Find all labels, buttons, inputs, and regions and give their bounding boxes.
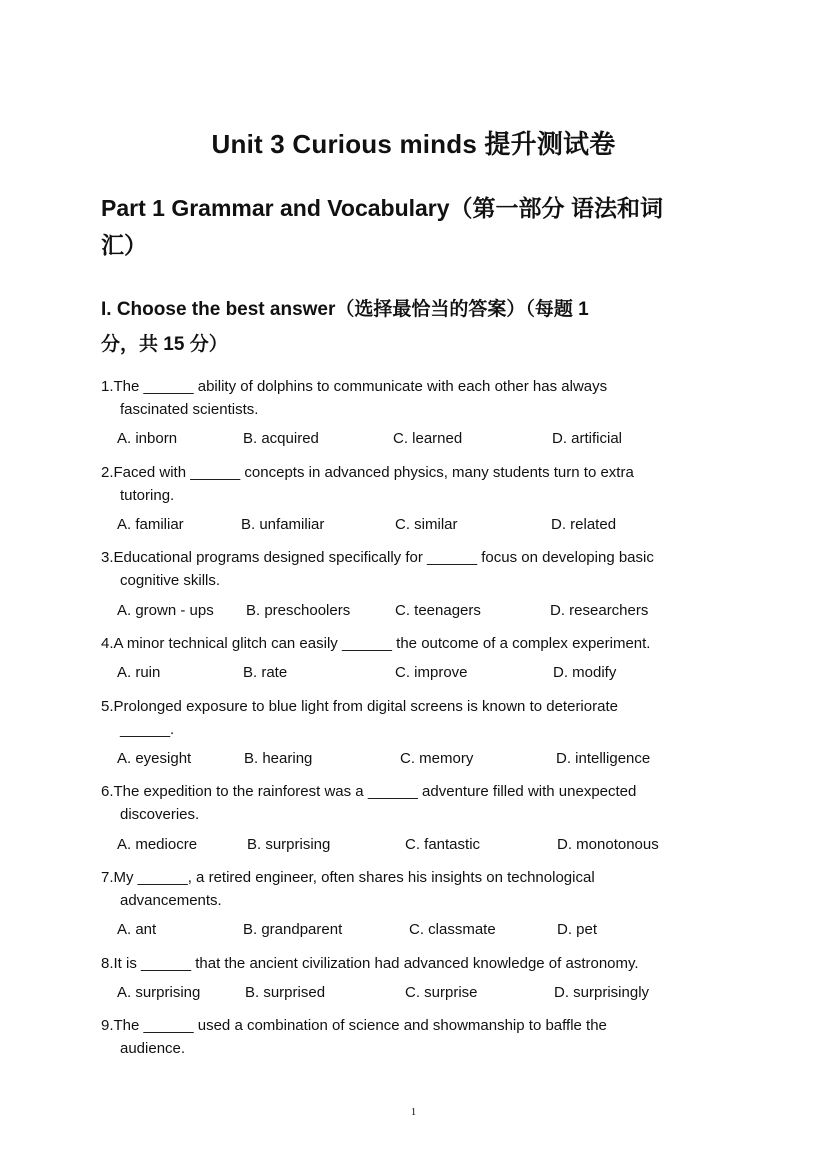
options-8 [117,984,737,1006]
question-8 [101,952,721,975]
option-c: C. teenagers [395,602,481,619]
question-6 [101,780,721,826]
option-d: D. modify [553,664,617,681]
question-5 [101,695,721,741]
question-4 [101,632,721,655]
option-a: A. inborn [117,430,178,447]
option-a: A. ruin [117,664,161,681]
option-d: D. intelligence [556,750,651,767]
option-b: B. hearing [244,750,313,767]
option-b: B. acquired [243,430,319,447]
option-d: D. artificial [552,430,623,447]
question-text-continued: advancements. [120,892,222,909]
question-text: 5.Prolonged exposure to blue light from digital screens is known to deteriorate [101,698,618,715]
options-6 [117,836,737,858]
option-a: A. surprising [117,984,201,1001]
option-c: C. improve [395,664,468,681]
question-1 [101,375,721,421]
option-c: C. classmate [409,921,496,938]
question-3 [101,546,721,592]
question-text: 2.Faced with ______ concepts in advanced physics, many students turn to extra [101,464,634,481]
option-b: B. rate [243,664,288,681]
option-d: D. pet [557,921,598,938]
option-b: B. grandparent [243,921,343,938]
question-text-continued: audience. [120,1040,186,1057]
question-text-continued: ______. [120,721,175,738]
question-text: 1.The ______ ability of dolphins to communicate with each other has always [101,378,608,395]
section-heading-line1: I. Choose the best answer（选择最恰当的答案）（每题 1 [101,299,589,320]
option-c: C. surprise [405,984,478,1001]
option-c: C. memory [400,750,474,767]
question-text-continued: cognitive skills. [120,572,221,589]
part-heading-line1: Part 1 Grammar and Vocabulary（第一部分 语法和词 [101,195,663,221]
question-text-continued: tutoring. [120,487,175,504]
option-d: D. researchers [550,602,649,619]
option-b: B. preschoolers [246,602,351,619]
question-text-continued: discoveries. [120,806,200,823]
question-text: 4.A minor technical glitch can easily ______ the outcome of a complex experiment. [101,635,651,652]
options-5 [117,750,737,772]
options-3 [117,602,737,624]
options-7 [117,921,737,943]
section-heading-line2: 分，共 15 分） [101,334,228,355]
question-text: 6.The expedition to the rainforest was a ______ adventure filled with unexpected [101,783,637,800]
options-1 [117,430,737,452]
question-text: 8.It is ______ that the ancient civilization had advanced knowledge of astronomy. [101,955,639,972]
option-a: A. familiar [117,516,184,533]
option-d: D. monotonous [557,836,659,853]
option-c: C. fantastic [405,836,481,853]
page-title: Unit 3 Curious minds 提升测试卷 [211,129,616,159]
option-b: B. surprised [245,984,326,1001]
question-7 [101,866,721,912]
question-text: 9.The ______ used a combination of science and showmanship to baffle the [101,1017,607,1034]
question-text: 7.My ______, a retired engineer, often shares his insights on technological [101,869,595,886]
option-d: D. related [551,516,617,533]
option-d: D. surprisingly [554,984,650,1001]
option-a: A. ant [117,921,157,938]
option-b: B. surprising [247,836,331,853]
option-a: A. grown - ups [117,602,214,619]
option-b: B. unfamiliar [241,516,325,533]
option-a: A. mediocre [117,836,198,853]
option-a: A. eyesight [117,750,192,767]
option-c: C. learned [393,430,463,447]
part-heading [101,190,731,264]
part-heading-line2: 汇） [101,232,147,258]
option-c: C. similar [395,516,458,533]
question-2 [101,461,721,507]
question-9 [101,1014,721,1060]
question-text: 3.Educational programs designed specifically for ______ focus on developing basic [101,549,654,566]
options-2 [117,516,737,538]
page-number: 1 [410,1106,417,1118]
options-4 [117,664,737,686]
question-text-continued: fascinated scientists. [120,401,259,418]
section-heading [101,292,701,362]
